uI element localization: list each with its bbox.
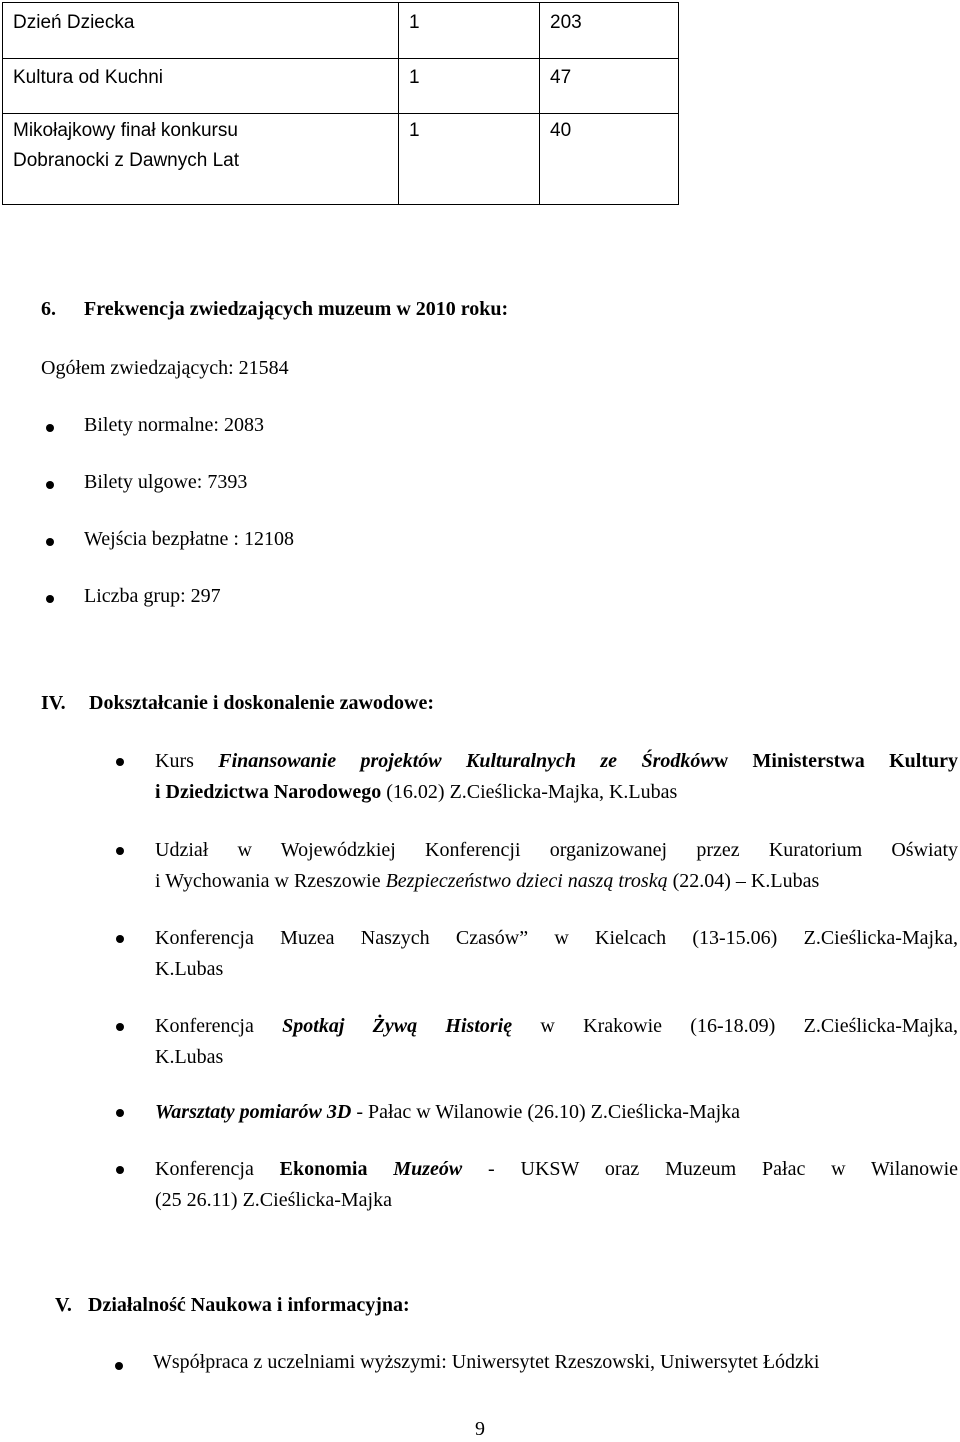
section-title: Frekwencja zwiedzających muzeum w 2010 roku: (84, 298, 509, 320)
bullet-icon (46, 595, 54, 603)
event-name-line: Mikołajkowy finał konkursu (13, 120, 238, 141)
table-row (3, 59, 679, 114)
section-number: V. (55, 1294, 72, 1316)
event-count: 1 (399, 59, 540, 114)
bullet-icon (116, 935, 124, 943)
event-count: 1 (399, 3, 540, 59)
page-number: 9 (475, 1418, 485, 1440)
list-item: Konferencja Muzea Naszych Czasów” w Kielcach (13-15.06) Z.Cieślicka-Majka, K.Lubas (155, 927, 958, 980)
event-name (3, 114, 399, 205)
section-iv-heading (41, 692, 434, 715)
section-number: 6. (41, 298, 56, 320)
table-row (3, 114, 679, 205)
bullet-icon (116, 1166, 124, 1174)
list-item: Współpraca z uczelniami wyższymi: Uniwersytet Rzeszowski, Uniwersytet Łódzki (153, 1351, 820, 1373)
list-item: Bilety ulgowe: 7393 (84, 471, 248, 493)
event-name: Dzień Dziecka (3, 3, 399, 59)
section-number: IV. (41, 692, 66, 714)
section-title: Działalność Naukowa i informacyjna: (88, 1294, 410, 1316)
section-title: Dokształcanie i doskonalenie zawodowe: (89, 692, 434, 714)
list-item: Udział w Wojewódzkiej Konferencji organizowanej przez Kuratorium Oświaty i Wychowania w Rzeszowie Bezpieczeństwo dzieci naszą troską (22.04) – K.Lubas (155, 839, 958, 892)
table-row (3, 3, 679, 59)
list-item: Warsztaty pomiarów 3D - Pałac w Wilanowie (26.10) Z.Cieślicka-Majka (155, 1101, 741, 1123)
list-item: Bilety normalne: 2083 (84, 414, 264, 436)
bullet-icon (115, 1362, 123, 1370)
event-count: 1 (399, 114, 540, 205)
list-item: Liczba grup: 297 (84, 585, 221, 607)
visitors-total: Ogółem zwiedzających: 21584 (41, 357, 289, 379)
event-participants: 40 (540, 114, 679, 205)
bullet-icon (116, 758, 124, 766)
list-item: Konferencja Spotkaj Żywą Historię w Krakowie (16-18.09) Z.Cieślicka-Majka, K.Lubas (155, 1015, 958, 1068)
bullet-icon (46, 481, 54, 489)
list-item: Wejścia bezpłatne : 12108 (84, 528, 294, 550)
bullet-icon (46, 424, 54, 432)
section-6-heading (41, 298, 508, 321)
bullet-icon (116, 1023, 124, 1031)
list-item: Konferencja Ekonomia Muzeów - UKSW oraz Muzeum Pałac w Wilanowie (25 26.11) Z.Cieślicka-Majka (155, 1158, 959, 1211)
section-v-heading (55, 1294, 410, 1317)
event-participants: 203 (540, 3, 679, 59)
bullet-icon (116, 847, 124, 855)
bullet-icon (46, 538, 54, 546)
events-table (2, 2, 679, 205)
event-name-line: Dobranocki z Dawnych Lat (13, 150, 239, 171)
event-name: Kultura od Kuchni (3, 59, 399, 114)
list-item: Kurs Finansowanie projektów Kulturalnych ze Środkóww Ministerstwa Kultury i Dziedzictwa Narodowego (16.02) Z.Cieślicka-Majka, K.Lubas (155, 750, 959, 803)
bullet-icon (116, 1109, 124, 1117)
event-participants: 47 (540, 59, 679, 114)
